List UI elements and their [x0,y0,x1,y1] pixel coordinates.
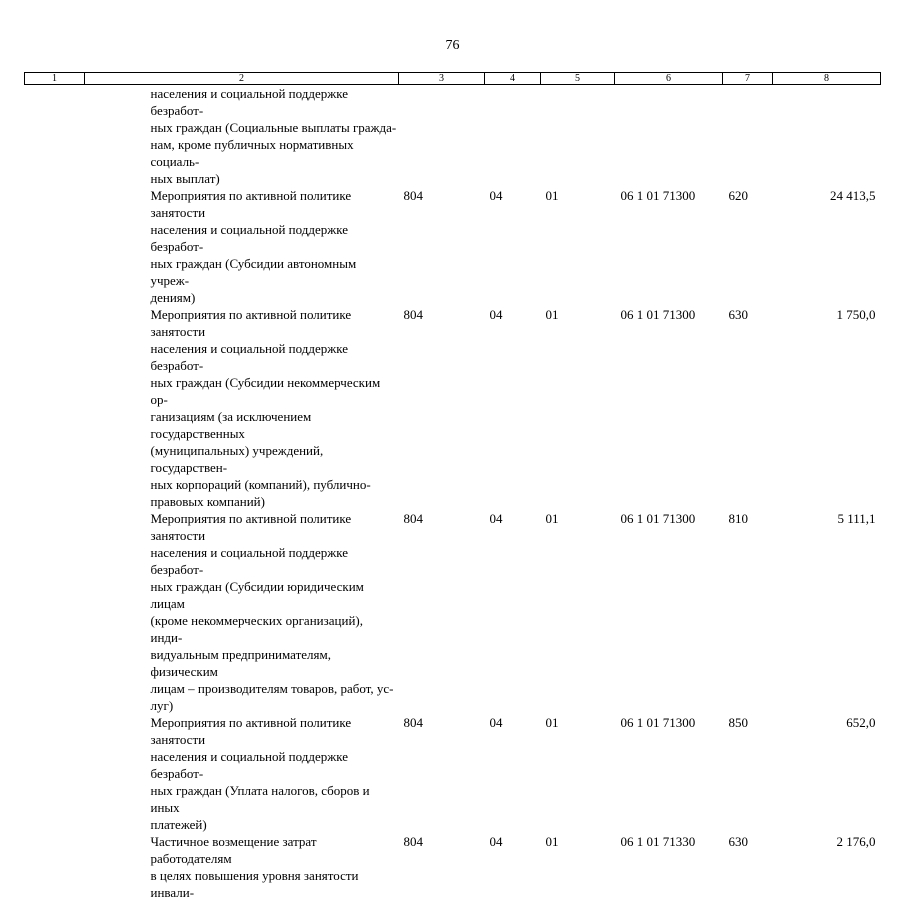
target-article-cell: 06 1 01 71300 [615,714,723,833]
expense-type-cell: 850 [723,714,773,833]
column-number-header-row [25,73,881,85]
expense-name-cell: населения и социальной поддержке безработ- ных граждан (Социальные выплаты гражда- нам, кроме публичных нормативных социаль- ных выплат) [85,85,399,188]
ministry-code-cell: 804 [399,306,485,510]
page-number: 76 [0,38,905,54]
row-number-cell [25,833,85,901]
table-row [25,714,881,833]
header-col-1: 1 [25,73,85,85]
table-row [25,187,881,306]
expense-type-cell: 620 [723,187,773,306]
ministry-code-cell: 804 [399,833,485,901]
target-article-cell: 06 1 01 71330 [615,833,723,901]
section-code-cell [485,85,541,188]
header-col-5: 5 [541,73,615,85]
ministry-code-cell: 804 [399,187,485,306]
expense-name-cell: Мероприятия по активной политике занятости населения и социальной поддержке безработ- ных граждан (Уплата налогов, сборов и иных платежей) [85,714,399,833]
amount-cell: 24 413,5 [773,187,881,306]
section-code-cell: 04 [485,833,541,901]
target-article-cell [615,85,723,188]
table-row [25,833,881,901]
table-row [25,510,881,714]
expense-name-cell: Частичное возмещение затрат работодателям в целях повышения уровня занятости инвали- [85,833,399,901]
ministry-code-cell: 804 [399,510,485,714]
amount-cell: 1 750,0 [773,306,881,510]
expense-type-cell [723,85,773,188]
section-code-cell: 04 [485,714,541,833]
table-body [25,85,881,901]
row-number-cell [25,85,85,188]
header-col-4: 4 [485,73,541,85]
expense-name-cell: Мероприятия по активной политике занятости населения и социальной поддержке безработ- ных граждан (Субсидии юридическим лицам (кроме некоммерческих организаций), инди- видуальным предпринимателям, физическим лицам – производителям товаров, работ, ус- луг) [85,510,399,714]
subsection-code-cell: 01 [541,714,615,833]
expense-type-cell: 630 [723,833,773,901]
amount-cell: 652,0 [773,714,881,833]
section-code-cell: 04 [485,306,541,510]
budget-table [24,72,881,901]
section-code-cell: 04 [485,510,541,714]
section-code-cell: 04 [485,187,541,306]
row-number-cell [25,510,85,714]
amount-cell: 2 176,0 [773,833,881,901]
expense-type-cell: 810 [723,510,773,714]
subsection-code-cell [541,85,615,188]
target-article-cell: 06 1 01 71300 [615,510,723,714]
subsection-code-cell: 01 [541,510,615,714]
header-col-8: 8 [773,73,881,85]
row-number-cell [25,306,85,510]
amount-cell [773,85,881,188]
table-row [25,85,881,188]
subsection-code-cell: 01 [541,833,615,901]
row-number-cell [25,187,85,306]
subsection-code-cell: 01 [541,187,615,306]
table-row [25,306,881,510]
target-article-cell: 06 1 01 71300 [615,306,723,510]
row-number-cell [25,714,85,833]
amount-cell: 5 111,1 [773,510,881,714]
target-article-cell: 06 1 01 71300 [615,187,723,306]
header-col-2: 2 [85,73,399,85]
expense-type-cell: 630 [723,306,773,510]
header-col-3: 3 [399,73,485,85]
subsection-code-cell: 01 [541,306,615,510]
ministry-code-cell: 804 [399,714,485,833]
expense-name-cell: Мероприятия по активной политике занятости населения и социальной поддержке безработ- ных граждан (Субсидии автономным учреж- дениям) [85,187,399,306]
header-col-6: 6 [615,73,723,85]
header-col-7: 7 [723,73,773,85]
expense-name-cell: Мероприятия по активной политике занятости населения и социальной поддержке безработ- ных граждан (Субсидии некоммерческим ор- ганизациям (за исключением государственных (муниципальных) учреждений, государствен- ных корпораций (компаний), публично- правовых компаний) [85,306,399,510]
ministry-code-cell [399,85,485,188]
